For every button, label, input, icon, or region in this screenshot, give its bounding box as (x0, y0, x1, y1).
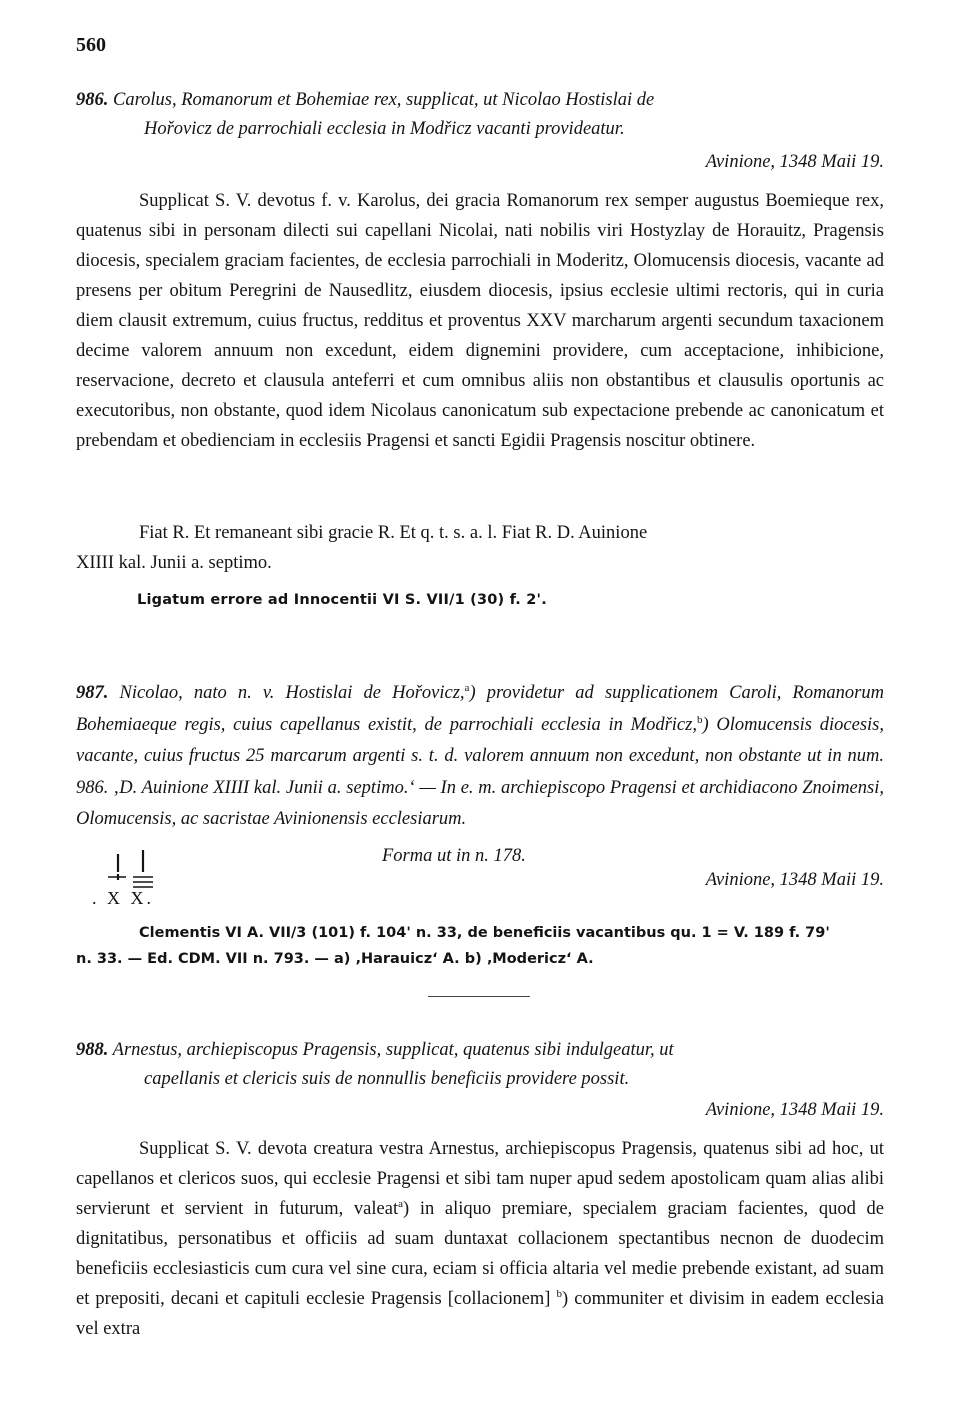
entry-986-body-text: Supplicat S. V. devotus f. v. Karolus, dei gracia Romanorum rex semper augustus Boemieque rex, quatenus sibi in personam dilecti sui capellani Nicolai, nati nobilis viri Hostyzlay de Horauitz, Pragensis diocesis, specialem graciam facientes, de ecclesia parrochiali in Moderitz, Olomucensis diocesis, vacante ad presens per obitum Peregrini de Nausedlitz, eiusdem diocesis, ipsius ecclesie ultimi rectoris, qui in curia diem clausit extremum, cuius fructus, redditus et proventus XXV marcharum argenti secundum taxacionem decime valorem annuum non excedunt, eidem dignemini providere, cum acceptacione, inhibicione, reservacione, decreto et clausula anteferri et cum omnibus aliis non obstantibus et clausulis oportunis ac executoribus, non obstante, quod idem Nicolaus canonicatum sub expectacione prebende ac canonicatum et prebendam et obedienciam in ecclesiis Pragensi et sancti Egidii Pragensis noscitur obtinere. (76, 191, 884, 451)
entry-987-footnote-a-ref: a (464, 681, 470, 694)
entry-986-source-note: Ligatum errore ad Innocentii VI S. VII/1 (30) f. 2'. (137, 592, 547, 608)
tax-mark (88, 850, 188, 892)
entry-988-number: 988. (76, 1040, 109, 1060)
entry-987-forma: Forma ut in n. 178. (382, 846, 526, 866)
entry-986-fiat-line1: Fiat R. Et remaneant sibi gracie R. Et q. t. s. a. l. Fiat R. D. Auinione (139, 523, 648, 543)
separator-rule (428, 996, 530, 997)
entry-987-text (76, 678, 884, 836)
entry-987-number: 987. (76, 683, 109, 703)
entry-986-fiat-line2: XIIII kal. Junii a. septimo. (76, 553, 272, 573)
page-number: 560 (76, 34, 106, 56)
entry-986-heading (76, 86, 884, 143)
tax-mark-label: . X X. (92, 888, 154, 908)
entry-987-dateline: Avinione, 1348 Maii 19. (705, 870, 884, 890)
entry-988-body-text (76, 1134, 884, 1344)
entry-987-note-line2: n. 33. — Ed. CDM. VII n. 793. — a) ‚Harauicz‘ A. b) ‚Modericz‘ A. (76, 951, 594, 967)
entry-987-note-line1: Clementis VI A. VII/3 (101) f. 104' n. 33, de beneficiis vacantibus qu. 1 = V. 189 f. 79' (139, 925, 830, 941)
entry-986-heading-line2: Hořovicz de parrochiali ecclesia in Modřicz vacanti provideatur. (144, 118, 625, 139)
entry-987-text-c: ) Olomucensis diocesis, vacante, cuius fructus 25 marcarum argenti s. t. d. valorem annuum non excedunt, non obstante ut in num. 986. ‚D. Auinione XIIII kal. Junii a. septimo.‘ — In e. m. archiepiscopo Pragensi et archidiacono Znoimensi, Olomucensis, ac sacristae Avinionensis ecclesiarum. (76, 714, 884, 829)
entry-986-fiat (76, 518, 884, 578)
entry-986-number: 986. (76, 90, 109, 110)
entry-988-footnote-b-ref: b (556, 1287, 562, 1300)
entry-988-body-c: ) communiter et divisim in eadem ecclesia vel extra (76, 1289, 884, 1339)
entry-986-heading-line1: Carolus, Romanorum et Bohemiae rex, supplicat, ut Nicolao Hostislai de (113, 90, 655, 110)
entry-986-dateline: Avinione, 1348 Maii 19. (705, 152, 884, 172)
entry-988-body-a: Supplicat S. V. devota creatura vestra Arnestus, archiepiscopus Pragensis, quatenus sibi ad hoc, ut capellanos et clericos suos, qui ecclesie Pragensi et sibi tam nuper apud sedem apostolicam quam alias alibi servierunt et servient in futurum, valeat (76, 1139, 884, 1219)
entry-988-heading-line2: capellanis et clericis suis de nonnullis beneficiis providere possit. (144, 1068, 630, 1089)
entry-987-notes (76, 920, 884, 972)
entry-988-heading (76, 1036, 884, 1093)
entry-988-dateline: Avinione, 1348 Maii 19. (705, 1100, 884, 1120)
entry-988-body (76, 1134, 884, 1344)
entry-988-heading-line1: Arnestus, archiepiscopus Pragensis, supplicat, quatenus sibi indulgeatur, ut (112, 1040, 674, 1060)
entry-987-footnote-b-ref: b (696, 713, 703, 726)
entry-987-text-b: ) providetur ad supplicationem Caroli, Romanorum Bohemiaeque regis, cuius capellanus existit, de parrochiali ecclesia in Modřicz, (76, 683, 884, 735)
entry-986-body (76, 186, 884, 456)
entry-988-footnote-a-ref: a (398, 1197, 403, 1210)
entry-988-body-b: ) in aliquo premiare, specialem graciam facientes, quod de dignitatibus, personatibus et officiis ad suam duntaxat collacionem spectantibus necnon de duodecim beneficiis ecclesiasticis cum cura vel sine cura, eciam si officia altaria vel medie prebende existant, ad suam et prepositi, decani et capituli ecclesie Pragensis [collacionem] (76, 1199, 885, 1309)
entry-987-text-a: Nicolao, nato n. v. Hostislai de Hořovicz, (119, 683, 465, 703)
